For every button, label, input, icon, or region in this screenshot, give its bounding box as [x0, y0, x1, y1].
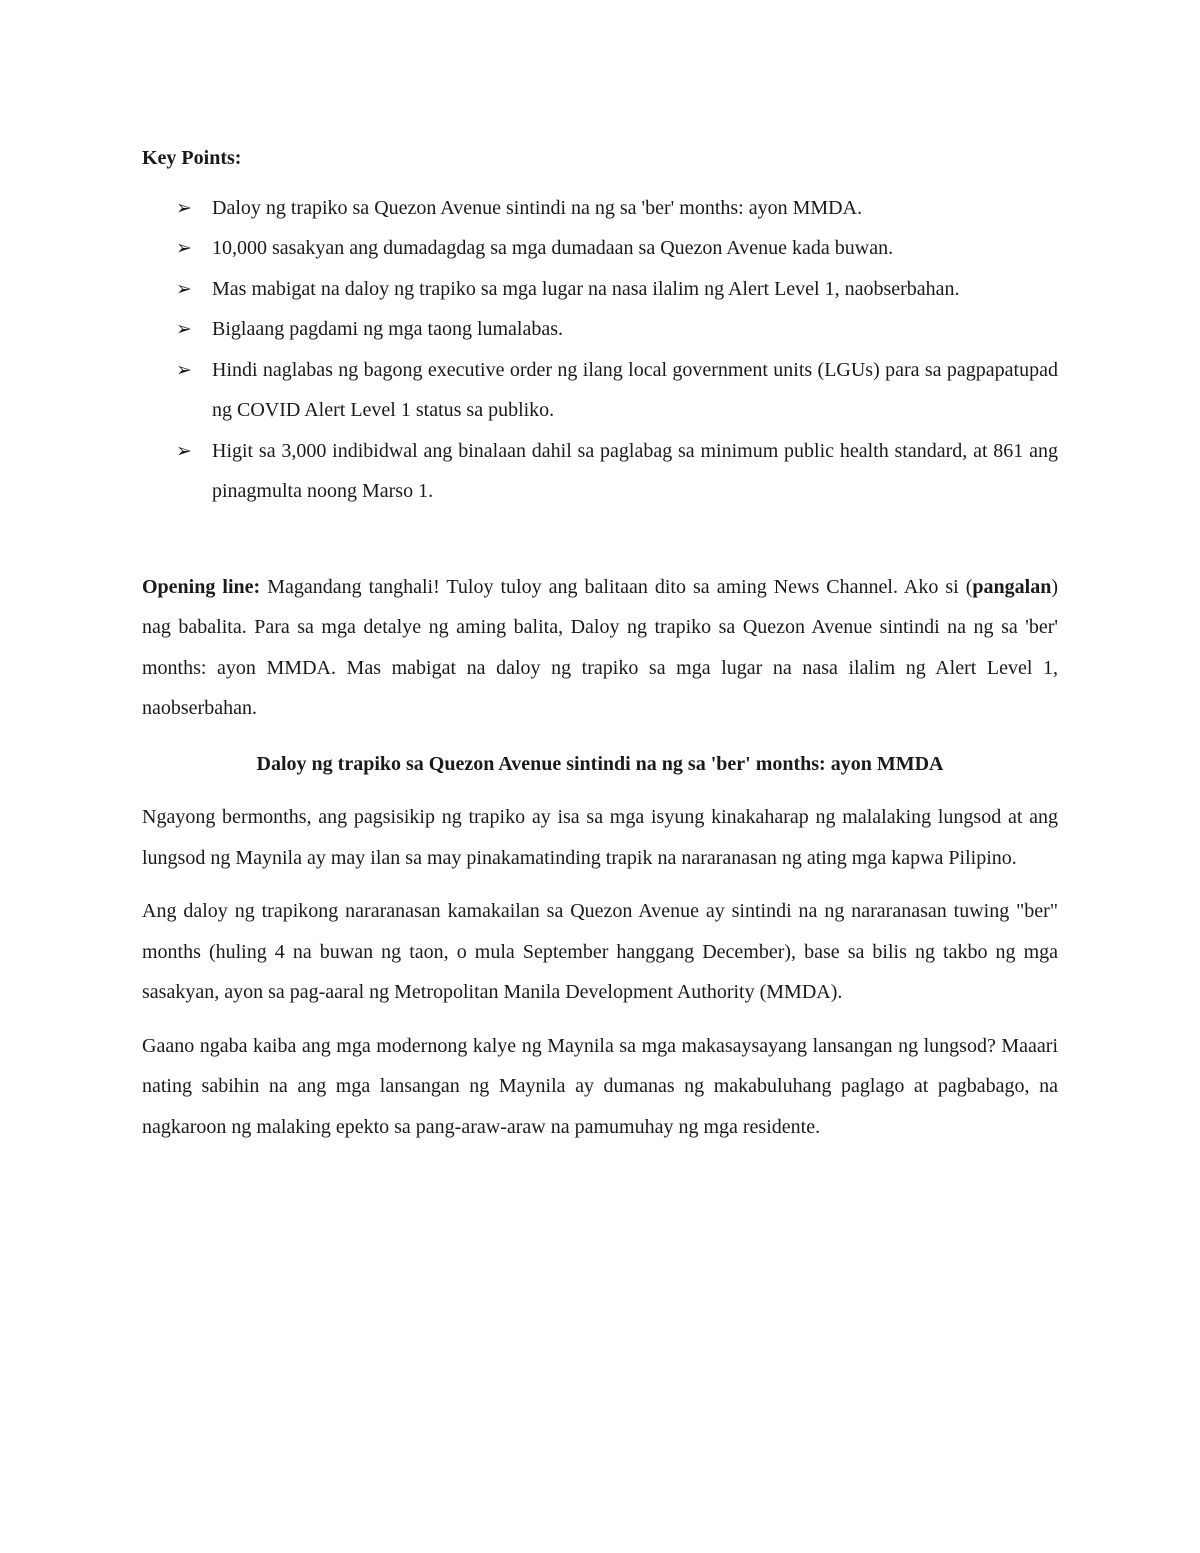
arrow-bullet-icon: ➢: [176, 277, 192, 300]
key-points-heading: Key Points:: [142, 147, 242, 169]
list-item: [142, 228, 1058, 269]
opening-bold-word: pangalan: [972, 575, 1052, 598]
list-item-text: 10,000 sasakyan ang dumadagdag sa mga dumadaan sa Quezon Avenue kada buwan.: [212, 237, 894, 259]
list-item: [142, 188, 1058, 229]
opening-text-before: Magandang tanghali! Tuloy tuloy ang balitaan dito sa aming News Channel. Ako si (: [260, 575, 973, 598]
opening-line-paragraph: [142, 567, 1058, 729]
arrow-bullet-icon: ➢: [176, 237, 192, 259]
article-title: Daloy ng trapiko sa Quezon Avenue sintindi na ng sa 'ber' months: ayon MMDA: [256, 752, 944, 775]
article-paragraph: Gaano ngaba kaiba ang mga modernong kalye ng Maynila sa mga makasaysayang lansangan ng lungsod? Maaari nating sabihin na ang mga lansangan ng Maynila ay dumanas ng makabuluhang paglago at pagbabago, na nagkaroon ng malaking epekto sa pang-araw-araw na pamumuhay ng mga residente.: [142, 1034, 1058, 1138]
opening-text-after: ) nag babalita. Para sa mga detalye ng aming balita, Daloy ng trapiko sa Quezon Avenue sintindi na ng sa 'ber' months: ayon MMDA. Mas mabigat na daloy ng trapiko sa mga lugar na nasa ilalim ng Alert Level 1, naobserbahan.: [142, 575, 1058, 719]
article-paragraph: Ngayong bermonths, ang pagsisikip ng trapiko ay isa sa mga isyung kinakaharap ng malalaking lungsod at ang lungsod ng Maynila ay may ilan sa may pinakamatinding trapik na nararanasan ng ating mga kapwa Pilipino.: [142, 806, 1058, 869]
list-item: [142, 350, 1058, 431]
article-paragraph: Ang daloy ng trapikong nararanasan kamakailan sa Quezon Avenue ay sintindi na ng nararanasan tuwing "ber" months (huling 4 na buwan ng taon, o mula September hanggang December), base sa bilis ng takbo ng mga sasakyan, ayon sa pag-aaral ng Metropolitan Manila Development Authority (MMDA).: [142, 900, 1058, 1003]
list-item-text: Mas mabigat na daloy ng trapiko sa mga lugar na nasa ilalim ng Alert Level 1, naobserbahan.: [212, 277, 960, 300]
arrow-bullet-icon: ➢: [176, 439, 192, 462]
list-item: [142, 431, 1058, 512]
arrow-bullet-icon: ➢: [176, 318, 192, 340]
key-points-list: [142, 188, 1058, 512]
document-page: [142, 138, 1058, 1147]
list-item-text: Daloy ng trapiko sa Quezon Avenue sintindi na ng sa 'ber' months: ayon MMDA.: [212, 196, 863, 219]
list-item-text: Hindi naglabas ng bagong executive order ng ilang local government units (LGUs) para sa pagpapatupad ng COVID Alert Level 1 status sa publiko.: [212, 358, 1058, 421]
list-item-text: Biglaang pagdami ng mga taong lumalabas.: [212, 318, 564, 340]
list-item: [142, 309, 1058, 350]
arrow-bullet-icon: ➢: [176, 358, 192, 381]
list-item-text: Higit sa 3,000 indibidwal ang binalaan dahil sa paglabag sa minimum public health standard, at 861 ang pinagmulta noong Marso 1.: [212, 439, 1058, 502]
opening-line-label: Opening line:: [142, 575, 261, 598]
arrow-bullet-icon: ➢: [176, 196, 192, 219]
list-item: [142, 269, 1058, 310]
